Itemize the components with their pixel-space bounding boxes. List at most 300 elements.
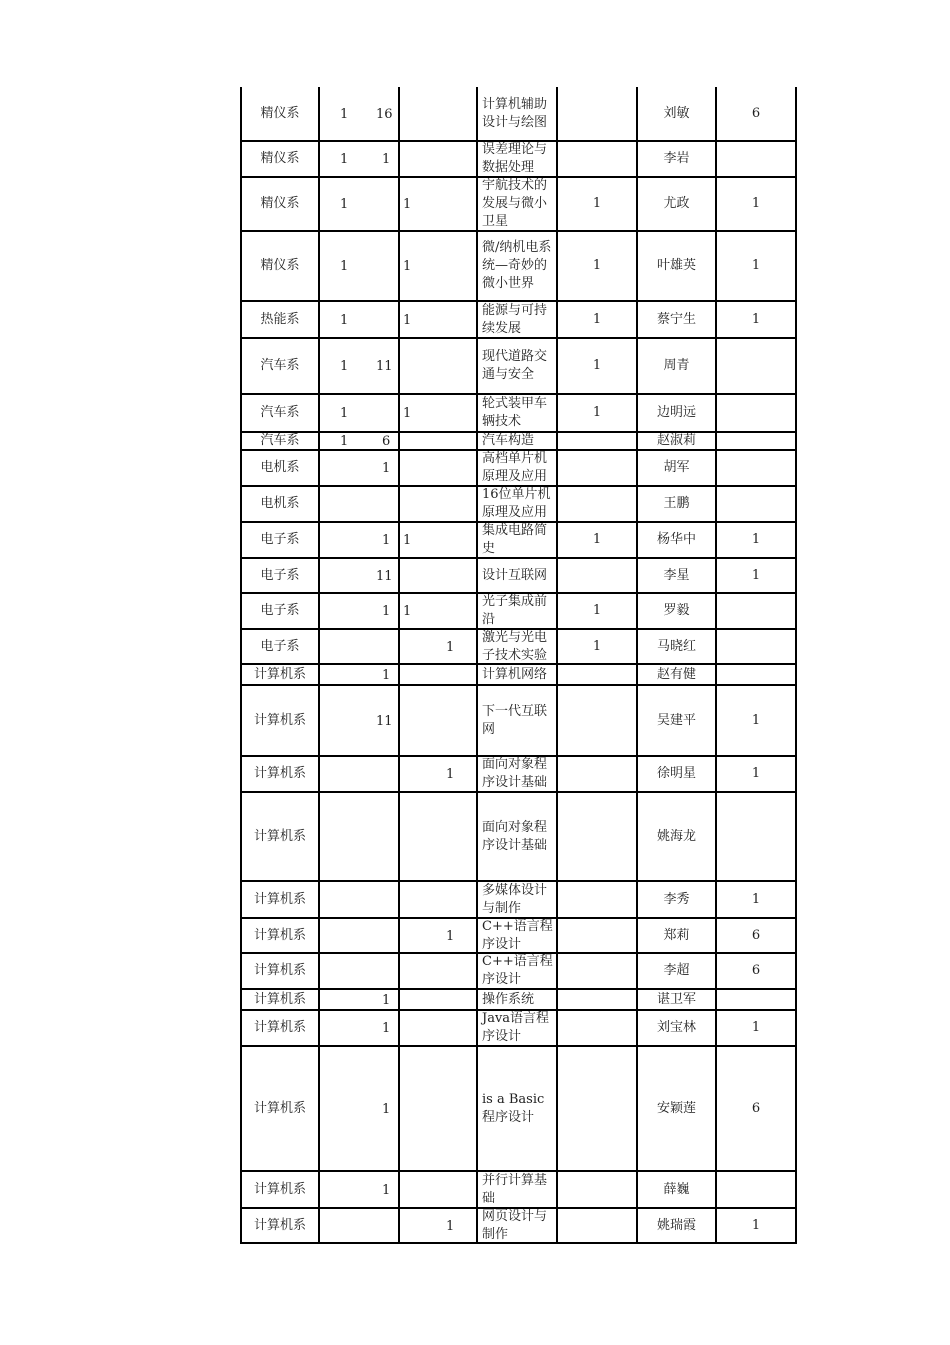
count-b: 11 xyxy=(376,568,393,584)
count-cell-e xyxy=(558,757,638,791)
teacher-name: 赵淑莉 xyxy=(656,433,696,448)
count-f: 1 xyxy=(751,1020,761,1035)
count-cell-e xyxy=(558,1209,638,1242)
count-cell-a xyxy=(320,1209,400,1242)
count-b: 1 xyxy=(382,461,391,476)
course-name: 高档单片机原理及应用 xyxy=(482,451,548,484)
count-c: 1 xyxy=(403,197,412,212)
table-row xyxy=(240,395,797,433)
count-cell-b xyxy=(400,1047,478,1170)
course-name: 下一代互联网 xyxy=(482,703,548,737)
course-cell xyxy=(478,594,558,628)
count-cell-f xyxy=(717,87,797,140)
count-cell-e xyxy=(558,954,638,988)
course-name: 汽车构造 xyxy=(482,433,535,448)
count-f: 1 xyxy=(751,567,761,583)
dept-text: 计算机系 xyxy=(253,1217,306,1233)
course-name: Java语言程序设计 xyxy=(482,1011,550,1044)
dept-text: 电子系 xyxy=(260,567,300,583)
teacher-name: 李岩 xyxy=(663,151,690,166)
course-cell xyxy=(478,451,558,485)
teacher-cell xyxy=(638,919,717,952)
table-row xyxy=(240,954,797,990)
dept-cell xyxy=(240,594,320,628)
dept-text: 热能系 xyxy=(260,311,300,327)
count-a: 1 xyxy=(340,434,349,449)
count-cell-b xyxy=(400,594,478,628)
dept-cell xyxy=(240,523,320,557)
table-row xyxy=(240,302,797,339)
teacher-name: 叶雄英 xyxy=(656,258,696,273)
dept-cell xyxy=(240,793,320,880)
count-cell-e xyxy=(558,487,638,521)
course-cell xyxy=(478,142,558,176)
teacher-name: 李星 xyxy=(663,567,690,583)
teacher-name: 刘敏 xyxy=(663,105,690,121)
count-cell-f xyxy=(717,1047,797,1170)
teacher-name: 刘宝林 xyxy=(656,1020,696,1035)
dept-text: 计算机系 xyxy=(253,1020,306,1035)
count-cell-a xyxy=(320,178,400,230)
dept-text: 电子系 xyxy=(260,638,300,654)
count-cell-b xyxy=(400,757,478,791)
count-cell-e xyxy=(558,433,638,449)
count-cell-b xyxy=(400,686,478,755)
count-cell-b xyxy=(400,990,478,1009)
dept-text: 计算机系 xyxy=(253,766,306,781)
dept-cell xyxy=(240,302,320,337)
count-cell-e xyxy=(558,919,638,952)
count-cell-e xyxy=(558,630,638,663)
count-f: 1 xyxy=(751,196,761,211)
teacher-cell xyxy=(638,1011,717,1045)
count-cell-f xyxy=(717,594,797,628)
teacher-cell xyxy=(638,87,717,140)
count-a: 1 xyxy=(340,359,349,374)
dept-text: 计算机系 xyxy=(253,828,306,844)
course-name: 操作系统 xyxy=(482,991,535,1007)
count-a: 1 xyxy=(340,312,349,328)
count-e: 1 xyxy=(592,603,602,618)
table-row xyxy=(240,686,797,757)
teacher-cell xyxy=(638,882,717,917)
course-name: 计算机网络 xyxy=(482,666,548,682)
count-b: 11 xyxy=(376,359,393,374)
teacher-name: 周青 xyxy=(663,358,690,373)
count-cell-e xyxy=(558,232,638,300)
count-cell-b xyxy=(400,178,478,230)
dept-cell xyxy=(240,451,320,485)
table-row xyxy=(240,793,797,882)
count-cell-b xyxy=(400,395,478,431)
count-f: 1 xyxy=(751,712,761,728)
count-cell-e xyxy=(558,339,638,393)
count-cell-f xyxy=(717,882,797,917)
count-cell-a xyxy=(320,302,400,337)
course-cell xyxy=(478,178,558,230)
count-d: 1 xyxy=(446,928,455,944)
course-cell xyxy=(478,1047,558,1170)
count-e: 1 xyxy=(592,532,602,547)
count-cell-b xyxy=(400,919,478,952)
count-cell-b xyxy=(400,559,478,592)
course-name: is a Basic 程序设计 xyxy=(482,1091,545,1125)
teacher-cell xyxy=(638,630,717,663)
count-a: 1 xyxy=(340,106,349,122)
count-cell-a xyxy=(320,487,400,521)
dept-text: 汽车系 xyxy=(260,433,300,448)
teacher-name: 徐明星 xyxy=(656,766,696,781)
count-b: 11 xyxy=(376,713,393,729)
table-row xyxy=(240,87,797,142)
count-f: 6 xyxy=(751,963,761,978)
teacher-name: 罗毅 xyxy=(663,603,690,618)
count-a: 1 xyxy=(340,259,349,274)
count-cell-a xyxy=(320,882,400,917)
teacher-cell xyxy=(638,395,717,431)
teacher-name: 姚海龙 xyxy=(656,828,696,844)
teacher-name: 杨华中 xyxy=(656,532,696,547)
teacher-name: 胡军 xyxy=(663,460,690,475)
count-cell-b xyxy=(400,630,478,663)
course-cell xyxy=(478,302,558,337)
teacher-name: 边明远 xyxy=(656,405,696,420)
count-cell-b xyxy=(400,1011,478,1045)
count-f: 6 xyxy=(751,927,761,943)
count-cell-e xyxy=(558,523,638,557)
count-cell-f xyxy=(717,954,797,988)
count-cell-b xyxy=(400,665,478,684)
count-cell-a xyxy=(320,757,400,791)
count-cell-e xyxy=(558,1047,638,1170)
course-name: 现代道路交通与安全 xyxy=(482,349,548,382)
course-name: 多媒体设计与制作 xyxy=(482,882,548,916)
course-name: 轮式装甲车辆技术 xyxy=(482,396,548,429)
count-b: 1 xyxy=(382,992,391,1008)
count-f: 1 xyxy=(751,311,761,327)
table-row xyxy=(240,1209,797,1244)
course-cell xyxy=(478,882,558,917)
count-cell-f xyxy=(717,1172,797,1207)
dept-text: 精仪系 xyxy=(260,105,300,121)
course-name: 误差理论与数据处理 xyxy=(482,142,548,175)
dept-text: 电机系 xyxy=(260,496,300,511)
teacher-cell xyxy=(638,1172,717,1207)
count-cell-a xyxy=(320,232,400,300)
dept-text: 计算机系 xyxy=(253,712,306,728)
count-cell-b xyxy=(400,433,478,449)
count-cell-f xyxy=(717,686,797,755)
count-c: 1 xyxy=(403,312,412,328)
count-cell-b xyxy=(400,142,478,176)
teacher-cell xyxy=(638,793,717,880)
count-f: 6 xyxy=(751,1100,761,1116)
dept-cell xyxy=(240,1209,320,1242)
teacher-cell xyxy=(638,594,717,628)
dept-cell xyxy=(240,630,320,663)
table-row xyxy=(240,990,797,1011)
course-cell xyxy=(478,1172,558,1207)
count-cell-e xyxy=(558,793,638,880)
table-row xyxy=(240,757,797,793)
course-name: 集成电路简史 xyxy=(482,523,548,556)
count-cell-e xyxy=(558,665,638,684)
count-e: 1 xyxy=(592,405,602,420)
count-cell-e xyxy=(558,1172,638,1207)
count-b: 1 xyxy=(382,1101,391,1117)
course-cell xyxy=(478,395,558,431)
course-table xyxy=(240,87,797,1244)
count-b: 1 xyxy=(382,667,391,683)
count-cell-e xyxy=(558,686,638,755)
dept-text: 计算机系 xyxy=(253,1181,306,1197)
count-cell-e xyxy=(558,1011,638,1045)
count-e: 1 xyxy=(592,358,602,373)
count-cell-f xyxy=(717,990,797,1009)
dept-cell xyxy=(240,87,320,140)
teacher-name: 马晓红 xyxy=(656,638,696,654)
dept-cell xyxy=(240,559,320,592)
teacher-cell xyxy=(638,990,717,1009)
course-cell xyxy=(478,339,558,393)
count-a: 1 xyxy=(340,197,349,212)
count-cell-b xyxy=(400,87,478,140)
table-row xyxy=(240,882,797,919)
table-row xyxy=(240,451,797,487)
teacher-name: 谌卫军 xyxy=(656,991,696,1007)
count-b: 1 xyxy=(382,1182,391,1198)
count-cell-f xyxy=(717,232,797,300)
count-d: 1 xyxy=(446,1218,455,1234)
table-row xyxy=(240,1011,797,1047)
count-f: 1 xyxy=(751,258,761,273)
count-d: 1 xyxy=(446,639,455,655)
table-row xyxy=(240,1172,797,1209)
count-b: 1 xyxy=(382,152,391,167)
count-cell-f xyxy=(717,919,797,952)
dept-cell xyxy=(240,954,320,988)
count-cell-e xyxy=(558,594,638,628)
count-cell-f xyxy=(717,523,797,557)
count-cell-b xyxy=(400,523,478,557)
count-cell-b xyxy=(400,232,478,300)
table-row xyxy=(240,559,797,594)
count-b: 6 xyxy=(382,434,391,449)
count-e: 1 xyxy=(592,196,602,211)
dept-cell xyxy=(240,665,320,684)
dept-cell xyxy=(240,882,320,917)
count-cell-f xyxy=(717,142,797,176)
course-cell xyxy=(478,665,558,684)
count-f: 1 xyxy=(751,891,761,907)
course-name: 计算机辅助设计与绘图 xyxy=(482,96,548,130)
count-cell-b xyxy=(400,1172,478,1207)
teacher-cell xyxy=(638,1209,717,1242)
dept-cell xyxy=(240,232,320,300)
table-row xyxy=(240,665,797,686)
dept-cell xyxy=(240,1047,320,1170)
teacher-name: 赵有健 xyxy=(656,666,696,682)
dept-cell xyxy=(240,178,320,230)
teacher-name: 蔡宁生 xyxy=(656,311,696,327)
teacher-cell xyxy=(638,302,717,337)
course-cell xyxy=(478,757,558,791)
dept-text: 电机系 xyxy=(260,460,300,475)
count-cell-f xyxy=(717,559,797,592)
count-c: 1 xyxy=(403,259,412,274)
count-cell-f xyxy=(717,1011,797,1045)
dept-cell xyxy=(240,686,320,755)
table-row xyxy=(240,1047,797,1172)
dept-text: 汽车系 xyxy=(260,405,300,420)
count-cell-a xyxy=(320,919,400,952)
course-cell xyxy=(478,232,558,300)
teacher-name: 安颖莲 xyxy=(656,1100,696,1116)
teacher-name: 尤政 xyxy=(663,196,690,211)
count-d: 1 xyxy=(446,767,455,782)
teacher-cell xyxy=(638,523,717,557)
course-cell xyxy=(478,919,558,952)
teacher-cell xyxy=(638,142,717,176)
teacher-cell xyxy=(638,433,717,449)
dept-cell xyxy=(240,395,320,431)
teacher-cell xyxy=(638,954,717,988)
dept-text: 精仪系 xyxy=(260,196,300,211)
course-name: 面向对象程序设计基础 xyxy=(482,757,548,790)
teacher-cell xyxy=(638,487,717,521)
count-cell-f xyxy=(717,665,797,684)
count-cell-e xyxy=(558,302,638,337)
count-b: 16 xyxy=(376,106,393,122)
table-row xyxy=(240,630,797,665)
count-cell-e xyxy=(558,559,638,592)
dept-text: 计算机系 xyxy=(253,666,306,682)
dept-cell xyxy=(240,433,320,449)
count-cell-e xyxy=(558,178,638,230)
teacher-cell xyxy=(638,339,717,393)
count-f: 1 xyxy=(751,532,761,547)
course-name: 微/纳机电系统—奇妙的微小世界 xyxy=(482,240,552,291)
teacher-cell xyxy=(638,232,717,300)
course-cell xyxy=(478,433,558,449)
table-row xyxy=(240,178,797,232)
course-name: 16位单片机原理及应用 xyxy=(482,487,551,520)
course-cell xyxy=(478,559,558,592)
table-row xyxy=(240,232,797,302)
dept-cell xyxy=(240,487,320,521)
count-cell-b xyxy=(400,954,478,988)
dept-text: 计算机系 xyxy=(253,963,306,978)
count-cell-a xyxy=(320,954,400,988)
count-b: 1 xyxy=(382,604,391,619)
count-cell-b xyxy=(400,487,478,521)
dept-text: 电子系 xyxy=(260,603,300,618)
course-name: 面向对象程序设计基础 xyxy=(482,819,548,853)
course-name: 能源与可持续发展 xyxy=(482,302,548,336)
teacher-name: 李秀 xyxy=(663,891,690,907)
teacher-cell xyxy=(638,451,717,485)
count-c: 1 xyxy=(403,604,412,619)
course-cell xyxy=(478,686,558,755)
teacher-cell xyxy=(638,559,717,592)
count-cell-f xyxy=(717,395,797,431)
dept-cell xyxy=(240,757,320,791)
course-cell xyxy=(478,1209,558,1242)
course-cell xyxy=(478,990,558,1009)
course-name: C++语言程序设计 xyxy=(482,954,553,987)
dept-cell xyxy=(240,1172,320,1207)
count-cell-e xyxy=(558,395,638,431)
course-cell xyxy=(478,1011,558,1045)
dept-cell xyxy=(240,990,320,1009)
course-cell xyxy=(478,630,558,663)
count-e: 1 xyxy=(592,311,602,327)
count-a: 1 xyxy=(340,152,349,167)
count-cell-f xyxy=(717,178,797,230)
count-e: 1 xyxy=(592,258,602,273)
count-c: 1 xyxy=(403,406,412,421)
course-name: 设计互联网 xyxy=(482,567,548,583)
count-cell-b xyxy=(400,302,478,337)
dept-text: 计算机系 xyxy=(253,1100,306,1116)
count-cell-b xyxy=(400,793,478,880)
count-cell-f xyxy=(717,433,797,449)
table-row xyxy=(240,142,797,178)
table-row xyxy=(240,339,797,395)
count-cell-f xyxy=(717,793,797,880)
count-c: 1 xyxy=(403,533,412,548)
count-cell-e xyxy=(558,87,638,140)
count-cell-b xyxy=(400,451,478,485)
count-cell-e xyxy=(558,142,638,176)
count-f: 6 xyxy=(751,105,761,121)
count-cell-f xyxy=(717,487,797,521)
teacher-name: 薛巍 xyxy=(663,1181,690,1197)
dept-cell xyxy=(240,1011,320,1045)
dept-cell xyxy=(240,919,320,952)
teacher-cell xyxy=(638,178,717,230)
count-cell-f xyxy=(717,339,797,393)
course-name: C++语言程序设计 xyxy=(482,919,553,952)
teacher-cell xyxy=(638,686,717,755)
teacher-cell xyxy=(638,1047,717,1170)
count-cell-f xyxy=(717,630,797,663)
count-f: 1 xyxy=(751,1217,761,1233)
course-name: 激光与光电子技术实验 xyxy=(482,630,548,663)
dept-text: 计算机系 xyxy=(253,991,306,1007)
count-cell-f xyxy=(717,757,797,791)
teacher-name: 李超 xyxy=(663,963,690,978)
count-cell-e xyxy=(558,451,638,485)
count-b: 1 xyxy=(382,533,391,548)
course-cell xyxy=(478,487,558,521)
table-row xyxy=(240,594,797,630)
count-cell-b xyxy=(400,339,478,393)
count-cell-b xyxy=(400,882,478,917)
teacher-name: 王鹏 xyxy=(663,496,690,511)
count-f: 1 xyxy=(751,766,761,781)
count-cell-f xyxy=(717,1209,797,1242)
course-name: 并行计算基础 xyxy=(482,1172,548,1206)
course-cell xyxy=(478,87,558,140)
count-cell-a xyxy=(320,395,400,431)
dept-cell xyxy=(240,142,320,176)
dept-text: 计算机系 xyxy=(253,927,306,943)
dept-text: 电子系 xyxy=(260,532,300,547)
teacher-cell xyxy=(638,757,717,791)
dept-text: 精仪系 xyxy=(260,151,300,166)
count-e: 1 xyxy=(592,638,602,654)
